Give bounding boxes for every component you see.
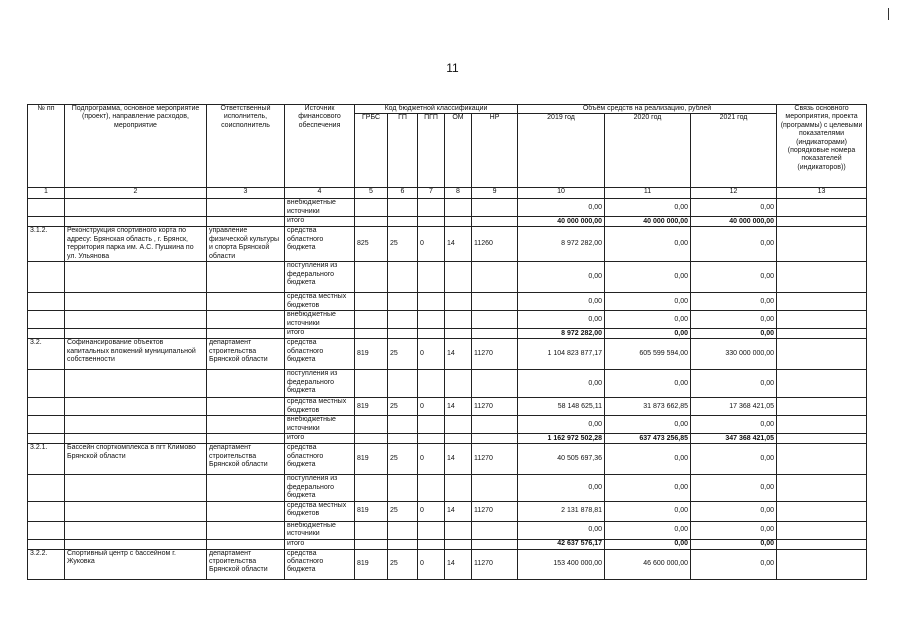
row-grbs: 819 — [355, 398, 388, 416]
row-number — [28, 329, 65, 339]
row-executor — [207, 434, 285, 444]
row-om — [445, 370, 472, 398]
row-number: 3.2. — [28, 339, 65, 370]
table-row — [28, 398, 867, 416]
column-number: 13 — [777, 188, 867, 199]
table-row — [28, 549, 867, 579]
row-link — [777, 398, 867, 416]
row-source: итого — [285, 539, 355, 549]
row-link — [777, 311, 867, 329]
row-name — [65, 539, 207, 549]
row-gp — [388, 293, 418, 311]
column-number: 3 — [207, 188, 285, 199]
column-number: 5 — [355, 188, 388, 199]
row-number — [28, 416, 65, 434]
header-year-2020: 2020 год — [605, 114, 691, 188]
row-number — [28, 311, 65, 329]
row-name — [65, 398, 207, 416]
row-value-2020: 0,00 — [605, 539, 691, 549]
row-grbs: 825 — [355, 227, 388, 262]
row-name — [65, 262, 207, 293]
header-grbs: ГРБС — [355, 114, 388, 188]
row-name — [65, 434, 207, 444]
row-grbs — [355, 434, 388, 444]
row-source: средства местных бюджетов — [285, 501, 355, 521]
row-pgp — [418, 311, 445, 329]
row-value-2021: 0,00 — [691, 262, 777, 293]
row-link — [777, 262, 867, 293]
row-value-2019: 1 162 972 502,28 — [518, 434, 605, 444]
header-gp: ГП — [388, 114, 418, 188]
row-source: итого — [285, 217, 355, 227]
row-nr: 11270 — [472, 549, 518, 579]
row-value-2020: 0,00 — [605, 444, 691, 475]
row-value-2019: 8 972 282,00 — [518, 329, 605, 339]
row-gp — [388, 416, 418, 434]
column-number: 2 — [65, 188, 207, 199]
table-row — [28, 370, 867, 398]
row-gp — [388, 217, 418, 227]
row-link — [777, 329, 867, 339]
table-row — [28, 339, 867, 370]
page-number: 11 — [446, 61, 459, 75]
row-source: внебюджетные источники — [285, 416, 355, 434]
row-number — [28, 217, 65, 227]
row-om: 14 — [445, 339, 472, 370]
row-nr — [472, 434, 518, 444]
column-number: 8 — [445, 188, 472, 199]
column-number: 11 — [605, 188, 691, 199]
row-value-2020: 40 000 000,00 — [605, 217, 691, 227]
row-om — [445, 329, 472, 339]
row-value-2019: 8 972 282,00 — [518, 227, 605, 262]
row-name — [65, 416, 207, 434]
row-pgp — [418, 539, 445, 549]
row-pgp — [418, 293, 445, 311]
row-link — [777, 217, 867, 227]
table-row — [28, 416, 867, 434]
row-name — [65, 217, 207, 227]
row-gp: 25 — [388, 501, 418, 521]
column-number-row — [28, 188, 867, 199]
row-value-2020: 637 473 256,85 — [605, 434, 691, 444]
row-number — [28, 521, 65, 539]
column-number: 12 — [691, 188, 777, 199]
row-grbs — [355, 539, 388, 549]
row-name — [65, 475, 207, 501]
row-pgp: 0 — [418, 339, 445, 370]
row-value-2021: 0,00 — [691, 501, 777, 521]
column-number: 7 — [418, 188, 445, 199]
row-pgp — [418, 434, 445, 444]
row-value-2020: 605 599 594,00 — [605, 339, 691, 370]
row-source: средства областного бюджета — [285, 444, 355, 475]
row-executor: управление физической культуры и спорта Брянской области — [207, 227, 285, 262]
row-om: 14 — [445, 549, 472, 579]
row-om — [445, 217, 472, 227]
row-value-2021: 40 000 000,00 — [691, 217, 777, 227]
row-executor — [207, 539, 285, 549]
row-executor: департамент строительства Брянской области — [207, 549, 285, 579]
row-value-2020: 0,00 — [605, 311, 691, 329]
row-pgp: 0 — [418, 444, 445, 475]
row-source: поступления из федерального бюджета — [285, 262, 355, 293]
header-executor: Ответственный исполнитель, соисполнитель — [207, 105, 285, 188]
row-value-2019: 58 148 625,11 — [518, 398, 605, 416]
row-pgp — [418, 521, 445, 539]
row-executor — [207, 293, 285, 311]
row-value-2020: 0,00 — [605, 199, 691, 217]
row-link — [777, 549, 867, 579]
row-value-2020: 46 600 000,00 — [605, 549, 691, 579]
row-pgp: 0 — [418, 227, 445, 262]
row-nr — [472, 329, 518, 339]
row-name: Софинансирование объектов капитальных вложений муниципальной собственности — [65, 339, 207, 370]
row-nr: 11270 — [472, 501, 518, 521]
row-value-2019: 0,00 — [518, 199, 605, 217]
row-source: внебюджетные источники — [285, 199, 355, 217]
row-number: 3.2.2. — [28, 549, 65, 579]
header-year-2019: 2019 год — [518, 114, 605, 188]
row-om — [445, 434, 472, 444]
row-value-2021: 0,00 — [691, 311, 777, 329]
row-link — [777, 475, 867, 501]
table-row — [28, 199, 867, 217]
row-value-2019: 0,00 — [518, 370, 605, 398]
row-om — [445, 311, 472, 329]
table-row — [28, 444, 867, 475]
row-executor — [207, 370, 285, 398]
row-number: 3.2.1. — [28, 444, 65, 475]
row-pgp — [418, 416, 445, 434]
row-value-2020: 0,00 — [605, 475, 691, 501]
row-om: 14 — [445, 398, 472, 416]
row-grbs: 819 — [355, 501, 388, 521]
column-number: 9 — [472, 188, 518, 199]
row-source: средства местных бюджетов — [285, 293, 355, 311]
table-row — [28, 262, 867, 293]
row-number — [28, 434, 65, 444]
row-value-2021: 0,00 — [691, 329, 777, 339]
table-row — [28, 475, 867, 501]
row-executor — [207, 521, 285, 539]
row-source: внебюджетные источники — [285, 311, 355, 329]
table-row — [28, 501, 867, 521]
row-number — [28, 475, 65, 501]
row-name — [65, 501, 207, 521]
row-gp: 25 — [388, 549, 418, 579]
row-nr — [472, 370, 518, 398]
row-pgp — [418, 370, 445, 398]
row-gp — [388, 539, 418, 549]
header-year-2021: 2021 год — [691, 114, 777, 188]
row-value-2019: 0,00 — [518, 521, 605, 539]
row-name — [65, 521, 207, 539]
row-value-2019: 153 400 000,00 — [518, 549, 605, 579]
row-grbs — [355, 217, 388, 227]
row-gp — [388, 370, 418, 398]
row-gp: 25 — [388, 339, 418, 370]
row-pgp — [418, 262, 445, 293]
row-value-2020: 0,00 — [605, 416, 691, 434]
table-row — [28, 293, 867, 311]
row-gp — [388, 329, 418, 339]
row-source: внебюджетные источники — [285, 521, 355, 539]
row-number — [28, 262, 65, 293]
row-name: Спортивный центр с бассейном г. Жуковка — [65, 549, 207, 579]
row-executor: департамент строительства Брянской области — [207, 444, 285, 475]
row-nr — [472, 293, 518, 311]
row-om — [445, 293, 472, 311]
row-nr — [472, 539, 518, 549]
row-grbs — [355, 475, 388, 501]
row-nr — [472, 217, 518, 227]
row-grbs — [355, 329, 388, 339]
row-name — [65, 199, 207, 217]
row-nr: 11270 — [472, 444, 518, 475]
row-value-2019: 0,00 — [518, 475, 605, 501]
row-executor — [207, 311, 285, 329]
row-name: Бассейн спорткомплекса в пгт Климово Брянской области — [65, 444, 207, 475]
row-gp: 25 — [388, 444, 418, 475]
row-om — [445, 521, 472, 539]
row-value-2021: 0,00 — [691, 444, 777, 475]
row-om — [445, 475, 472, 501]
row-nr: 11270 — [472, 398, 518, 416]
row-grbs — [355, 370, 388, 398]
header-pgp: ПГП — [418, 114, 445, 188]
row-link — [777, 539, 867, 549]
table-row — [28, 521, 867, 539]
row-nr — [472, 311, 518, 329]
row-number — [28, 370, 65, 398]
row-executor — [207, 416, 285, 434]
row-value-2020: 0,00 — [605, 501, 691, 521]
row-grbs — [355, 311, 388, 329]
row-value-2021: 0,00 — [691, 521, 777, 539]
row-value-2021: 330 000 000,00 — [691, 339, 777, 370]
row-om — [445, 539, 472, 549]
row-grbs — [355, 416, 388, 434]
row-value-2019: 0,00 — [518, 311, 605, 329]
row-gp: 25 — [388, 227, 418, 262]
row-grbs: 819 — [355, 444, 388, 475]
row-value-2020: 31 873 662,85 — [605, 398, 691, 416]
row-link — [777, 199, 867, 217]
row-value-2019: 40 000 000,00 — [518, 217, 605, 227]
header-num: № пп — [28, 105, 65, 188]
row-grbs — [355, 521, 388, 539]
row-om: 14 — [445, 444, 472, 475]
header-source: Источник финансового обеспечения — [285, 105, 355, 188]
row-source: поступления из федерального бюджета — [285, 370, 355, 398]
column-number: 4 — [285, 188, 355, 199]
row-value-2019: 0,00 — [518, 416, 605, 434]
row-link — [777, 416, 867, 434]
row-grbs — [355, 262, 388, 293]
row-link — [777, 370, 867, 398]
row-value-2021: 347 368 421,05 — [691, 434, 777, 444]
row-value-2019: 0,00 — [518, 293, 605, 311]
row-source: итого — [285, 434, 355, 444]
row-value-2021: 0,00 — [691, 370, 777, 398]
row-om: 14 — [445, 501, 472, 521]
header-kbk: Код бюджетной классификации — [355, 105, 518, 114]
row-om: 14 — [445, 227, 472, 262]
row-pgp: 0 — [418, 549, 445, 579]
row-om — [445, 199, 472, 217]
row-name — [65, 370, 207, 398]
row-value-2021: 0,00 — [691, 293, 777, 311]
row-value-2019: 0,00 — [518, 262, 605, 293]
row-source: итого — [285, 329, 355, 339]
row-executor — [207, 262, 285, 293]
row-value-2021: 0,00 — [691, 416, 777, 434]
row-executor — [207, 398, 285, 416]
row-value-2020: 0,00 — [605, 329, 691, 339]
table-row — [28, 539, 867, 549]
scan-mark — [888, 8, 889, 20]
row-value-2021: 0,00 — [691, 549, 777, 579]
row-grbs: 819 — [355, 339, 388, 370]
row-pgp — [418, 217, 445, 227]
row-number: 3.1.2. — [28, 227, 65, 262]
row-nr: 11260 — [472, 227, 518, 262]
row-pgp: 0 — [418, 501, 445, 521]
row-link — [777, 521, 867, 539]
row-nr — [472, 199, 518, 217]
row-nr — [472, 416, 518, 434]
row-value-2020: 0,00 — [605, 293, 691, 311]
table-row — [28, 329, 867, 339]
row-value-2021: 17 368 421,05 — [691, 398, 777, 416]
row-nr: 11270 — [472, 339, 518, 370]
row-source: средства областного бюджета — [285, 339, 355, 370]
row-number — [28, 199, 65, 217]
row-om — [445, 262, 472, 293]
row-value-2021: 0,00 — [691, 539, 777, 549]
row-value-2019: 1 104 823 877,17 — [518, 339, 605, 370]
row-value-2020: 0,00 — [605, 370, 691, 398]
row-link — [777, 293, 867, 311]
row-value-2020: 0,00 — [605, 262, 691, 293]
row-source: средства областного бюджета — [285, 549, 355, 579]
row-value-2021: 0,00 — [691, 475, 777, 501]
row-gp — [388, 475, 418, 501]
row-value-2021: 0,00 — [691, 199, 777, 217]
row-pgp: 0 — [418, 398, 445, 416]
row-executor — [207, 501, 285, 521]
table-row — [28, 311, 867, 329]
row-nr — [472, 262, 518, 293]
row-executor — [207, 329, 285, 339]
table-body — [28, 188, 867, 579]
row-pgp — [418, 329, 445, 339]
row-value-2019: 40 505 697,36 — [518, 444, 605, 475]
row-executor — [207, 199, 285, 217]
row-link — [777, 501, 867, 521]
row-value-2019: 42 637 576,17 — [518, 539, 605, 549]
row-om — [445, 416, 472, 434]
row-number — [28, 398, 65, 416]
table-row — [28, 217, 867, 227]
header-nr: НР — [472, 114, 518, 188]
header-om: ОМ — [445, 114, 472, 188]
row-source: поступления из федерального бюджета — [285, 475, 355, 501]
row-source: средства областного бюджета — [285, 227, 355, 262]
table-row — [28, 227, 867, 262]
row-executor: департамент строительства Брянской области — [207, 339, 285, 370]
header-name: Подпрограмма, основное мероприятие (проект), направление расходов, мероприятие — [65, 105, 207, 188]
row-name: Реконструкция спортивного корта по адресу: Брянская область , г. Брянск, территория парка им. А.С. Пушкина по ул. Ульянова — [65, 227, 207, 262]
row-gp — [388, 262, 418, 293]
row-value-2019: 2 131 878,81 — [518, 501, 605, 521]
row-gp — [388, 434, 418, 444]
row-link — [777, 339, 867, 370]
row-executor — [207, 217, 285, 227]
row-name — [65, 293, 207, 311]
table-row — [28, 434, 867, 444]
row-executor — [207, 475, 285, 501]
column-number: 1 — [28, 188, 65, 199]
row-gp — [388, 521, 418, 539]
row-gp — [388, 311, 418, 329]
column-number: 10 — [518, 188, 605, 199]
budget-table — [27, 104, 867, 580]
row-pgp — [418, 475, 445, 501]
row-nr — [472, 475, 518, 501]
row-value-2020: 0,00 — [605, 227, 691, 262]
row-link — [777, 434, 867, 444]
row-link — [777, 227, 867, 262]
header-volume: Объём средств на реализацию, рублей — [518, 105, 777, 114]
row-link — [777, 444, 867, 475]
row-gp: 25 — [388, 398, 418, 416]
row-nr — [472, 521, 518, 539]
row-value-2021: 0,00 — [691, 227, 777, 262]
row-name — [65, 311, 207, 329]
row-number — [28, 501, 65, 521]
row-grbs: 819 — [355, 549, 388, 579]
column-number: 6 — [388, 188, 418, 199]
row-grbs — [355, 199, 388, 217]
row-value-2020: 0,00 — [605, 521, 691, 539]
row-source: средства местных бюджетов — [285, 398, 355, 416]
row-gp — [388, 199, 418, 217]
row-name — [65, 329, 207, 339]
row-number — [28, 539, 65, 549]
row-number — [28, 293, 65, 311]
header-link: Связь основного мероприятия, проекта (программы) с целевыми показателями (индикаторами) (порядковые номера показателей (индикаторов)) — [777, 105, 867, 188]
row-pgp — [418, 199, 445, 217]
row-grbs — [355, 293, 388, 311]
